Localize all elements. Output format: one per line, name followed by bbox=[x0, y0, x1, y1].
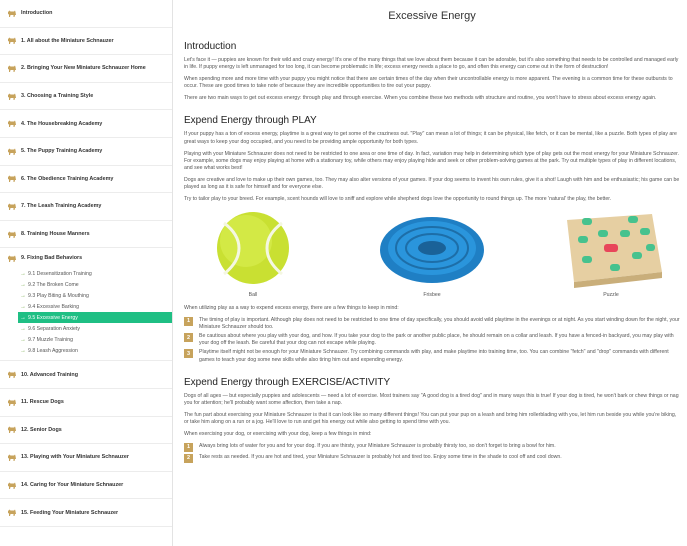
dog-icon bbox=[7, 508, 17, 517]
main-content bbox=[184, 0, 680, 546]
sidebar-subitem-9-5-active[interactable] bbox=[18, 312, 172, 323]
dog-icon bbox=[7, 370, 17, 379]
dog-icon bbox=[7, 453, 17, 462]
play-tips-list bbox=[184, 317, 680, 364]
sidebar-item-11[interactable] bbox=[0, 389, 172, 417]
dog-icon bbox=[7, 425, 17, 434]
sidebar-item-10[interactable] bbox=[0, 361, 172, 389]
section-heading-exercise: Expend Energy through EXERCISE/ACTIVITY bbox=[184, 376, 391, 388]
frisbee-image bbox=[373, 208, 491, 288]
sidebar-item-label: 11. Rescue Dogs bbox=[21, 399, 64, 406]
paragraph: Playing with your Miniature Schnauzer does not need to be restricted to one area or one time of day. In fact, variation may help in determining which type of play gets out the most energy for your Miniature Schnauzer. For example, some dogs may enjoy playing at home with a stationary toy, while others may enjoy playing hide and seek or other problem-solving games at the park. Try out multiple types of play in different locations, and see what works best! bbox=[184, 150, 680, 172]
sidebar-item-label: 12. Senior Dogs bbox=[21, 426, 62, 433]
sidebar-section-9 bbox=[0, 248, 172, 361]
dog-icon bbox=[7, 9, 17, 18]
list-item bbox=[184, 317, 680, 331]
paragraph: Let's face it — puppies are known for their wild and crazy energy! It's one of the many things that we love about them because it can be adorable, but it's also something that needs to be controlled and managed early in life. If puppy energy is left unmanaged for too long, it can become problematic in life; excess energy needs a place to go, and often this energy can come out in the form of destruction! bbox=[184, 57, 679, 71]
arrow-right-icon: → bbox=[20, 292, 26, 299]
sidebar-subitem-9-1[interactable] bbox=[0, 268, 172, 279]
paragraph: Dogs are creative and love to make up their own games, too. They may also alter versions of your games. If your dog seems to invent his own rules, give it a shot! Laugh with him and be enthusiastic; his game can be played as long as it is safe for himself and for everyone else. bbox=[184, 176, 680, 191]
tip-number-badge: 3 bbox=[184, 349, 193, 358]
exercise-tips-list bbox=[184, 443, 680, 463]
sidebar-item-label: 4. The Housebreaking Academy bbox=[21, 120, 103, 127]
section-heading-introduction: Introduction bbox=[184, 41, 237, 52]
sidebar-item-14[interactable] bbox=[0, 472, 172, 500]
section-heading-play: Expend Energy through PLAY bbox=[184, 115, 317, 127]
tennis-ball-image bbox=[194, 208, 312, 288]
tip-number-badge: 2 bbox=[184, 333, 193, 342]
image-card-frisbee bbox=[373, 208, 491, 302]
arrow-right-icon: → bbox=[20, 325, 26, 332]
paragraph: Dogs of all ages — but especially puppies and adolescents — need a lot of exercise. Most trainers say "A good dog is a tired dog" and in many ways this is true! If your dog is tired, he won't bark or chew things or nag you for attention; he'll probably want some affection, then take a nap. bbox=[184, 392, 679, 407]
sidebar-subitem-label: 9.5 Excessive Energy bbox=[28, 314, 78, 321]
image-caption: Puzzle bbox=[603, 291, 619, 298]
sidebar-item-label: 5. The Puppy Training Academy bbox=[21, 148, 103, 155]
tip-text: The timing of play is important. Although play does not need to be restricted to one time of day specifically, you should avoid wild playtime in the evenings or at night. As you start winding down for the night, your Miniature Schnauzer should too. bbox=[199, 316, 680, 330]
dog-icon bbox=[7, 481, 17, 490]
image-caption: Frisbee bbox=[423, 291, 441, 298]
sidebar-subitem-label: 9.8 Leash Aggression bbox=[28, 347, 78, 354]
sidebar-item-4[interactable] bbox=[0, 110, 172, 138]
dog-icon bbox=[7, 174, 17, 183]
sidebar-item-3[interactable] bbox=[0, 83, 172, 111]
list-item bbox=[184, 333, 680, 347]
paragraph: When spending more and more time with your puppy you might notice that there are certain times of the day when their uncontrollable energy is more apparent. The evening is a common time for these outbursts to occur. These are good times to take note of because they are incredible opportunities to tire out your puppy. bbox=[184, 76, 673, 90]
paragraph: When utilizing play as a way to expend excess energy, there are a few things to keep in mind: bbox=[184, 304, 399, 311]
arrow-right-icon: → bbox=[20, 347, 26, 354]
page-title: Excessive Energy bbox=[388, 10, 476, 22]
paragraph: If your puppy has a ton of excess energy, playtime is a great way to get some of the craziness out. "Play" can mean a lot of things; it can be physical, like fetch, or it can be mental, like a puzzle. Both types of play are great ways to keep your dog occupied, and you need to be providing ample opportunity for both types. bbox=[184, 131, 677, 145]
image-card-puzzle bbox=[552, 208, 670, 302]
dog-icon bbox=[7, 147, 17, 156]
sidebar-subitem-label: 9.1 Desensitization Training bbox=[28, 270, 92, 277]
sidebar-subitem-label: 9.4 Excessive Barking bbox=[28, 303, 80, 310]
tip-text: Always bring lots of water for you and for your dog. If you are thirsty, your Miniature Schnauzer is probably thirsty too, so don't forget to bring a bowl for him. bbox=[199, 442, 556, 449]
arrow-right-icon: → bbox=[20, 336, 26, 343]
sidebar-subitem-9-6[interactable] bbox=[0, 323, 172, 334]
sidebar-subitem-9-7[interactable] bbox=[0, 334, 172, 345]
sidebar-item-6[interactable] bbox=[0, 166, 172, 194]
sidebar-item-7[interactable] bbox=[0, 193, 172, 221]
tip-text: Playtime itself might not be enough for your Miniature Schnauzer. Try combining commands with play, and make playtime into training time, too. You can combine "fetch" and "drop" commands with different games to teach your dog some new skills while also tiring him out and expending energy. bbox=[199, 349, 669, 363]
tip-number-badge: 2 bbox=[184, 454, 193, 463]
sidebar-subitem-label: 9.6 Separation Anxiety bbox=[28, 325, 80, 332]
sidebar-item-label: 10. Advanced Training bbox=[21, 371, 79, 378]
sidebar-item-1[interactable] bbox=[0, 28, 172, 56]
dog-icon bbox=[7, 202, 17, 211]
dog-icon bbox=[7, 398, 17, 407]
sidebar-item-label: 8. Training House Manners bbox=[21, 231, 90, 238]
toy-images bbox=[194, 208, 670, 302]
sidebar-item-8[interactable] bbox=[0, 221, 172, 249]
arrow-right-icon: → bbox=[20, 281, 26, 288]
sidebar-item-12[interactable] bbox=[0, 417, 172, 445]
sidebar-sublist bbox=[0, 268, 172, 360]
arrow-right-icon: → bbox=[20, 270, 26, 277]
arrow-right-icon: → bbox=[20, 314, 26, 321]
sidebar-item-5[interactable] bbox=[0, 138, 172, 166]
sidebar-item-label: 7. The Leash Training Academy bbox=[21, 203, 102, 210]
paragraph: The fun part about exercising your Miniature Schnauzer is that it can look like so many different things! You can put your pup on a leash and bring him rollerblading with you, let him run beside you while you're biking, or take him along on a run or a jog. He'll love to run and get his energy out while also getting to spend time with you. bbox=[184, 411, 677, 426]
puzzle-toy-image bbox=[552, 208, 670, 288]
arrow-right-icon: → bbox=[20, 303, 26, 310]
sidebar-item-label: 1. All about the Miniature Schnauzer bbox=[21, 37, 114, 44]
dog-icon bbox=[7, 230, 17, 239]
paragraph: Try to tailor play to your breed. For example, scent hounds will love to sniff and explore while shepherd dogs love the opportunity to round things up. The more 'natural' the play, the better. bbox=[184, 196, 612, 203]
sidebar-item-9[interactable] bbox=[0, 248, 172, 268]
sidebar-item-label: Introduction bbox=[21, 10, 53, 17]
image-card-ball bbox=[194, 208, 312, 302]
sidebar-subitem-label: 9.3 Play Biting & Mouthing bbox=[28, 292, 89, 299]
sidebar bbox=[0, 0, 173, 546]
sidebar-subitem-9-8[interactable] bbox=[0, 345, 172, 356]
paragraph: There are two main ways to get out excess energy: through play and through exercise. When you combine these two methods with structure and routine, you won't have to stress about excess energy again. bbox=[184, 95, 657, 102]
dog-icon bbox=[7, 92, 17, 101]
tip-number-badge: 1 bbox=[184, 317, 193, 326]
sidebar-subitem-9-2[interactable] bbox=[0, 279, 172, 290]
list-item bbox=[184, 349, 680, 363]
sidebar-item-label: 2. Bringing Your New Miniature Schnauzer Home bbox=[21, 65, 146, 72]
sidebar-item-label: 15. Feeding Your Miniature Schnauzer bbox=[21, 509, 119, 516]
sidebar-item-2[interactable] bbox=[0, 55, 172, 83]
tip-text: Be cautious about where you play with your dog, and how. If you take your dog to the park or another public place, he should remain on a collar and leash. If you have a fenced-in backyard, you may play with your dog off the leash. Be careful that your dog can not escape while playing. bbox=[199, 333, 674, 347]
sidebar-item-label: 13. Playing with Your Miniature Schnauzer bbox=[21, 454, 129, 461]
sidebar-subitem-label: 9.2 The Broken Come bbox=[28, 281, 79, 288]
sidebar-item-label: 3. Choosing a Training Style bbox=[21, 93, 94, 100]
dog-icon bbox=[7, 36, 17, 45]
tip-number-badge: 1 bbox=[184, 443, 193, 452]
dog-icon bbox=[7, 119, 17, 128]
sidebar-item-introduction[interactable] bbox=[0, 0, 172, 28]
sidebar-subitem-9-4[interactable] bbox=[0, 301, 172, 312]
dog-icon bbox=[7, 64, 17, 73]
sidebar-item-label: 9. Fixing Bad Behaviors bbox=[21, 255, 83, 262]
sidebar-subitem-label: 9.7 Muzzle Training bbox=[28, 336, 73, 343]
sidebar-item-15[interactable] bbox=[0, 499, 172, 527]
list-item bbox=[184, 443, 680, 452]
sidebar-item-13[interactable] bbox=[0, 444, 172, 472]
tip-text: Take rests as needed. If you are hot and tired, your Miniature Schnauzer is probably hot and tired too. Enjoy some time in the shade to cool off and cool down. bbox=[199, 453, 562, 460]
sidebar-subitem-9-3[interactable] bbox=[0, 290, 172, 301]
list-item bbox=[184, 454, 680, 463]
sidebar-item-label: 14. Caring for Your Miniature Schnauzer bbox=[21, 482, 124, 489]
paragraph: When exercising your dog, or exercising with your dog, keep a few things in mind: bbox=[184, 431, 372, 438]
sidebar-item-label: 6. The Obedience Training Academy bbox=[21, 175, 114, 182]
image-caption: Ball bbox=[248, 291, 258, 298]
dog-icon bbox=[7, 254, 17, 263]
